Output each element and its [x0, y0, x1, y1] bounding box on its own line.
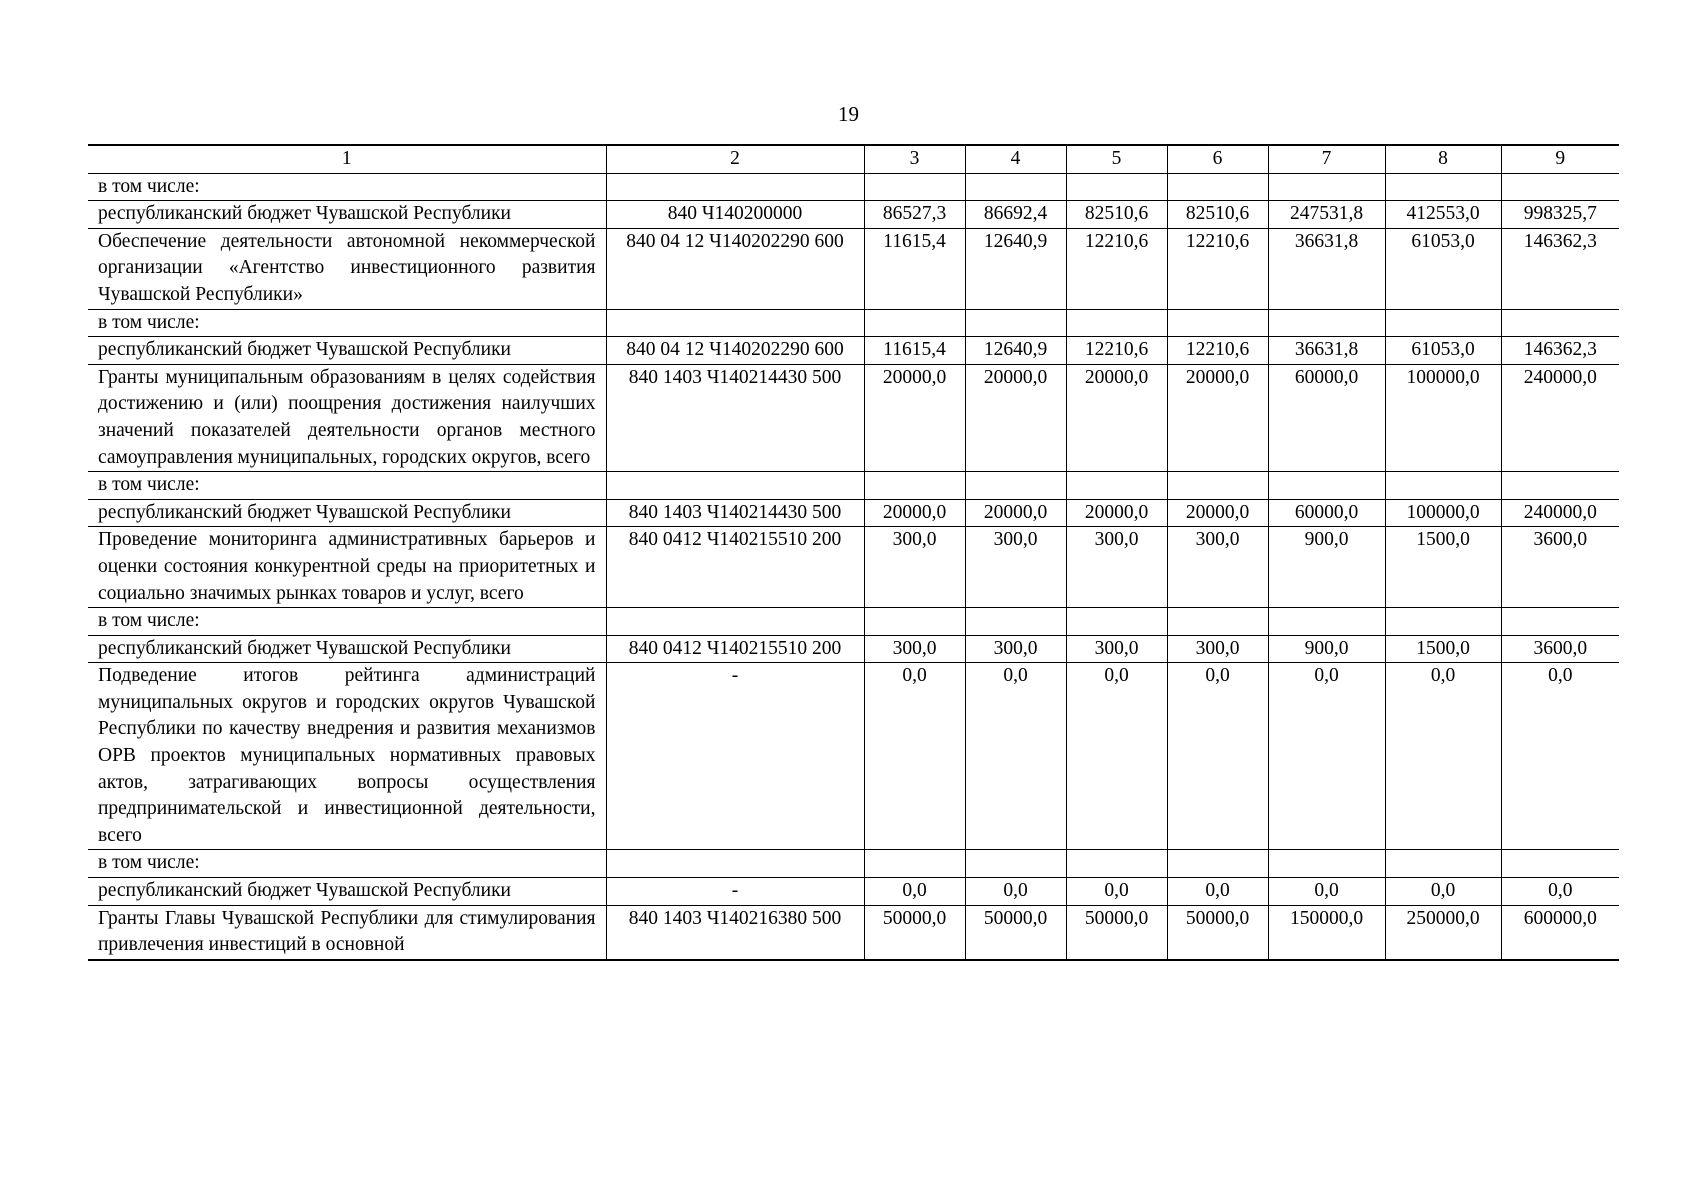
value-cell: 60000,0 — [1268, 499, 1385, 527]
value-cell — [1066, 472, 1167, 500]
value-cell: 900,0 — [1268, 527, 1385, 608]
column-header: 9 — [1501, 145, 1619, 173]
value-cell: 61053,0 — [1385, 228, 1501, 309]
value-cell: 300,0 — [1167, 527, 1268, 608]
row-name-cell: в том числе: — [88, 472, 606, 500]
value-cell: 50000,0 — [965, 905, 1066, 960]
table-row — [88, 364, 1619, 471]
value-cell — [965, 173, 1066, 201]
value-cell: 12640,9 — [965, 337, 1066, 365]
value-cell: 12210,6 — [1167, 228, 1268, 309]
value-cell — [1385, 309, 1501, 337]
row-name-cell: Гранты Главы Чувашской Республики для стимулирования привлечения инвестиций в основной — [88, 905, 606, 960]
value-cell: 36631,8 — [1268, 337, 1385, 365]
value-cell: 0,0 — [1167, 663, 1268, 850]
value-cell — [864, 173, 965, 201]
table-row — [88, 608, 1619, 636]
value-cell: 600000,0 — [1501, 905, 1619, 960]
value-cell: 100000,0 — [1385, 499, 1501, 527]
value-cell — [1385, 173, 1501, 201]
value-cell — [1268, 472, 1385, 500]
budget-code-cell — [606, 850, 864, 878]
value-cell: 247531,8 — [1268, 201, 1385, 229]
value-cell — [1501, 472, 1619, 500]
value-cell: 50000,0 — [1066, 905, 1167, 960]
row-name-cell: в том числе: — [88, 309, 606, 337]
value-cell — [1268, 850, 1385, 878]
table-row — [88, 309, 1619, 337]
value-cell: 0,0 — [1385, 663, 1501, 850]
column-header: 8 — [1385, 145, 1501, 173]
budget-code-cell: 840 04 12 Ч140202290 600 — [606, 228, 864, 309]
table-row — [88, 201, 1619, 229]
budget-code-cell: 840 0412 Ч140215510 200 — [606, 527, 864, 608]
value-cell — [1501, 608, 1619, 636]
table-row — [88, 850, 1619, 878]
value-cell: 998325,7 — [1501, 201, 1619, 229]
budget-code-cell — [606, 472, 864, 500]
value-cell — [1167, 173, 1268, 201]
value-cell: 300,0 — [965, 527, 1066, 608]
value-cell: 0,0 — [1268, 663, 1385, 850]
row-name-cell: в том числе: — [88, 173, 606, 201]
value-cell: 0,0 — [864, 878, 965, 906]
value-cell: 3600,0 — [1501, 635, 1619, 663]
value-cell: 0,0 — [1167, 878, 1268, 906]
value-cell: 0,0 — [1066, 663, 1167, 850]
row-name-cell: в том числе: — [88, 850, 606, 878]
value-cell — [965, 472, 1066, 500]
row-name-cell: Гранты муниципальным образованиям в целях содействия достижению и (или) поощрения достижения наилучших значений показателей деятельности органов местного самоуправления муниципальных, городских округов, всего — [88, 364, 606, 471]
value-cell: 0,0 — [1385, 878, 1501, 906]
row-name-cell: республиканский бюджет Чувашской Республики — [88, 337, 606, 365]
value-cell — [965, 850, 1066, 878]
value-cell — [864, 850, 965, 878]
value-cell: 146362,3 — [1501, 337, 1619, 365]
value-cell: 20000,0 — [1066, 364, 1167, 471]
budget-code-cell: 840 1403 Ч140216380 500 — [606, 905, 864, 960]
row-name-cell: Проведение мониторинга административных барьеров и оценки состояния конкурентной среды на приоритетных и социально значимых рынках товаров и услуг, всего — [88, 527, 606, 608]
table-row — [88, 878, 1619, 906]
value-cell: 3600,0 — [1501, 527, 1619, 608]
value-cell — [864, 472, 965, 500]
value-cell — [1501, 850, 1619, 878]
budget-code-cell — [606, 173, 864, 201]
budget-code-cell: 840 Ч140200000 — [606, 201, 864, 229]
value-cell: 250000,0 — [1385, 905, 1501, 960]
value-cell: 0,0 — [1066, 878, 1167, 906]
value-cell — [1501, 173, 1619, 201]
value-cell — [1268, 173, 1385, 201]
table-row — [88, 228, 1619, 309]
value-cell: 300,0 — [1066, 635, 1167, 663]
value-cell — [1268, 608, 1385, 636]
value-cell — [1167, 608, 1268, 636]
value-cell: 412553,0 — [1385, 201, 1501, 229]
column-header: 2 — [606, 145, 864, 173]
value-cell — [1385, 472, 1501, 500]
table-row — [88, 635, 1619, 663]
budget-code-cell: - — [606, 663, 864, 850]
budget-code-cell — [606, 608, 864, 636]
value-cell: 20000,0 — [1167, 364, 1268, 471]
value-cell: 12640,9 — [965, 228, 1066, 309]
value-cell: 60000,0 — [1268, 364, 1385, 471]
value-cell: 0,0 — [965, 663, 1066, 850]
value-cell: 300,0 — [864, 635, 965, 663]
table-row — [88, 173, 1619, 201]
budget-code-cell: 840 0412 Ч140215510 200 — [606, 635, 864, 663]
column-header: 5 — [1066, 145, 1167, 173]
value-cell: 300,0 — [1167, 635, 1268, 663]
budget-table — [88, 144, 1619, 961]
row-name-cell: республиканский бюджет Чувашской Республики — [88, 635, 606, 663]
value-cell — [864, 608, 965, 636]
column-header: 1 — [88, 145, 606, 173]
budget-code-cell: 840 1403 Ч140214430 500 — [606, 364, 864, 471]
value-cell: 20000,0 — [864, 364, 965, 471]
value-cell: 12210,6 — [1066, 228, 1167, 309]
value-cell — [1066, 173, 1167, 201]
column-header: 4 — [965, 145, 1066, 173]
row-name-cell: республиканский бюджет Чувашской Республики — [88, 878, 606, 906]
value-cell: 82510,6 — [1066, 201, 1167, 229]
budget-code-cell — [606, 309, 864, 337]
column-header: 6 — [1167, 145, 1268, 173]
value-cell — [864, 309, 965, 337]
value-cell — [1268, 309, 1385, 337]
value-cell — [965, 608, 1066, 636]
value-cell: 900,0 — [1268, 635, 1385, 663]
value-cell: 300,0 — [965, 635, 1066, 663]
value-cell: 61053,0 — [1385, 337, 1501, 365]
value-cell: 0,0 — [1501, 878, 1619, 906]
column-header: 3 — [864, 145, 965, 173]
value-cell: 240000,0 — [1501, 364, 1619, 471]
value-cell: 36631,8 — [1268, 228, 1385, 309]
value-cell: 82510,6 — [1167, 201, 1268, 229]
value-cell: 1500,0 — [1385, 635, 1501, 663]
table-row — [88, 337, 1619, 365]
column-header: 7 — [1268, 145, 1385, 173]
budget-code-cell: 840 1403 Ч140214430 500 — [606, 499, 864, 527]
page-number: 19 — [838, 102, 859, 126]
value-cell: 0,0 — [1268, 878, 1385, 906]
value-cell: 50000,0 — [1167, 905, 1268, 960]
value-cell — [1066, 608, 1167, 636]
value-cell: 20000,0 — [965, 364, 1066, 471]
value-cell: 0,0 — [864, 663, 965, 850]
row-name-cell: Подведение итогов рейтинга администраций муниципальных округов и городских округов Чувашской Республики по качеству внедрения и развития механизмов ОРВ проектов муниципальных нормативных правовых актов, затрагивающих вопросы осуществления предпринимательской и инвестиционной деятельности, всего — [88, 663, 606, 850]
value-cell: 0,0 — [1501, 663, 1619, 850]
table-row — [88, 663, 1619, 850]
value-cell: 11615,4 — [864, 228, 965, 309]
row-name-cell: республиканский бюджет Чувашской Республики — [88, 201, 606, 229]
value-cell: 240000,0 — [1501, 499, 1619, 527]
value-cell — [1385, 850, 1501, 878]
value-cell — [1167, 472, 1268, 500]
value-cell: 20000,0 — [864, 499, 965, 527]
table-row — [88, 527, 1619, 608]
value-cell: 20000,0 — [1066, 499, 1167, 527]
table-row — [88, 472, 1619, 500]
row-name-cell: республиканский бюджет Чувашской Республики — [88, 499, 606, 527]
value-cell: 12210,6 — [1066, 337, 1167, 365]
value-cell — [1385, 608, 1501, 636]
value-cell: 100000,0 — [1385, 364, 1501, 471]
value-cell: 11615,4 — [864, 337, 965, 365]
value-cell — [1066, 309, 1167, 337]
value-cell — [1066, 850, 1167, 878]
value-cell: 12210,6 — [1167, 337, 1268, 365]
value-cell — [1167, 850, 1268, 878]
table-header-row — [88, 145, 1619, 173]
value-cell: 20000,0 — [965, 499, 1066, 527]
value-cell: 150000,0 — [1268, 905, 1385, 960]
value-cell: 50000,0 — [864, 905, 965, 960]
table-row — [88, 905, 1619, 960]
value-cell: 300,0 — [864, 527, 965, 608]
value-cell: 1500,0 — [1385, 527, 1501, 608]
value-cell — [1501, 309, 1619, 337]
value-cell — [1167, 309, 1268, 337]
value-cell: 300,0 — [1066, 527, 1167, 608]
value-cell: 0,0 — [965, 878, 1066, 906]
value-cell: 20000,0 — [1167, 499, 1268, 527]
row-name-cell: в том числе: — [88, 608, 606, 636]
value-cell — [965, 309, 1066, 337]
value-cell: 86527,3 — [864, 201, 965, 229]
value-cell: 146362,3 — [1501, 228, 1619, 309]
value-cell: 86692,4 — [965, 201, 1066, 229]
row-name-cell: Обеспечение деятельности автономной некоммерческой организации «Агентство инвестиционного развития Чувашской Республики» — [88, 228, 606, 309]
budget-code-cell: - — [606, 878, 864, 906]
budget-code-cell: 840 04 12 Ч140202290 600 — [606, 337, 864, 365]
table-row — [88, 499, 1619, 527]
